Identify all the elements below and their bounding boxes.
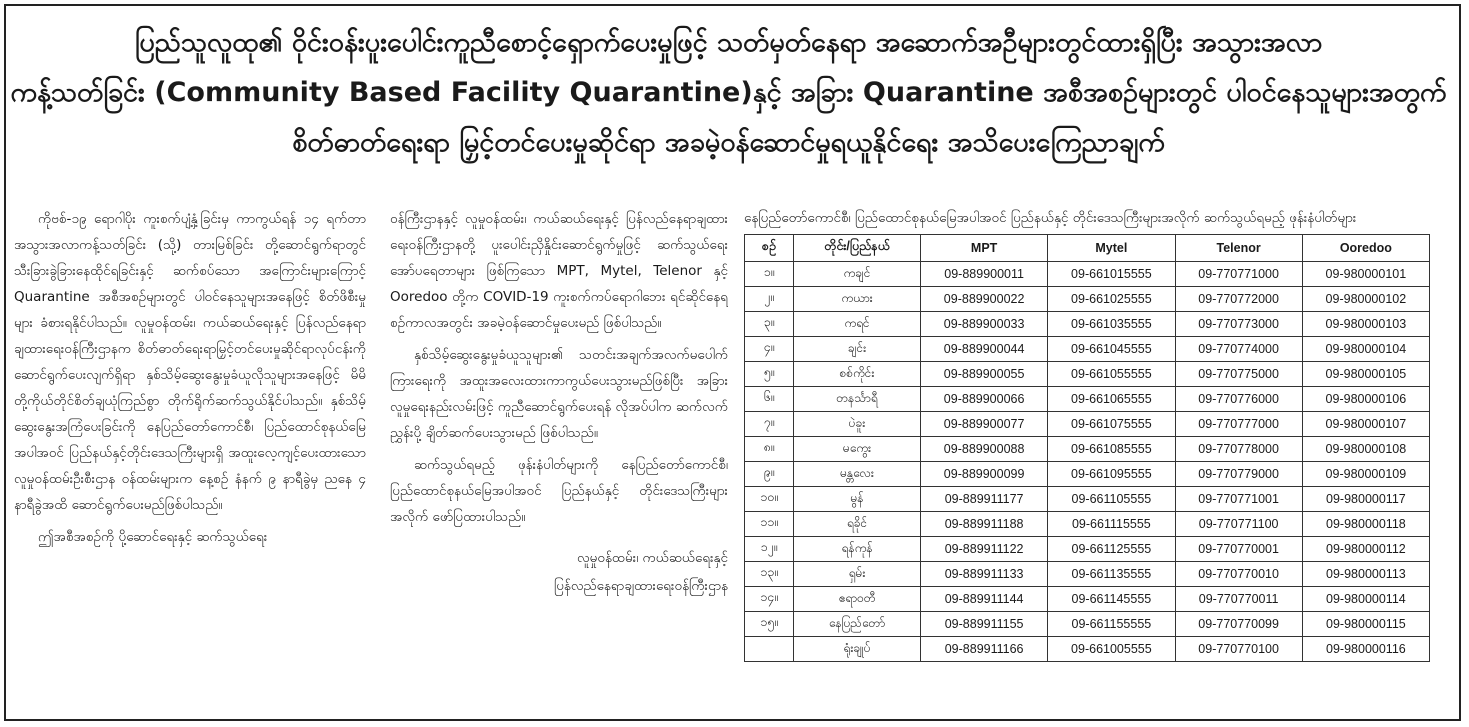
mpt-number: 09-889911177 bbox=[921, 487, 1048, 512]
table-row bbox=[745, 262, 1430, 287]
row-number: ၂။ bbox=[745, 287, 794, 312]
ooredoo-number: 09-980000101 bbox=[1302, 262, 1429, 287]
mytel-number: 09-661075555 bbox=[1048, 412, 1175, 437]
ooredoo-number: 09-980000114 bbox=[1302, 587, 1429, 612]
state-name: မန္တလေး bbox=[794, 462, 921, 487]
table-row bbox=[745, 462, 1430, 487]
row-number: ၁၄။ bbox=[745, 587, 794, 612]
ooredoo-number: 09-980000117 bbox=[1302, 487, 1429, 512]
signature-line: လူမှုဝန်ထမ်း၊ ကယ်ဆယ်ရေးနှင့် bbox=[577, 550, 728, 566]
table-row bbox=[745, 362, 1430, 387]
row-number: ၆။ bbox=[745, 387, 794, 412]
mpt-number: 09-889900011 bbox=[921, 262, 1048, 287]
ooredoo-number: 09-980000116 bbox=[1302, 637, 1429, 662]
paragraph: ကိုဗစ်-၁၉ ရောဂါပိုး ကူးစက်ပျံ့နှံ့ခြင်းမှ ကာကွယ်ရန် ၁၄ ရက်တာ အသွားအလာကန့်သတ်ခြင်း (သို့) တားမြစ်ခြင်း တို့ဆောင်ရွက်ရာတွင် သီးခြားခွဲခြားနေထိုင်ရခြင်းနှင့် ဆက်စပ်သော အကြောင်းများကြောင့် Quarantine အစီအစဉ်များတွင် ပါဝင်နေသူများအနေဖြင့် စိတ်ဖိစီးမှုများ ခံစားရနိုင်ပါသည်။ လူမှုဝန်ထမ်း၊ ကယ်ဆယ်ရေးနှင့် ပြန်လည်နေရာချထားရေးဝန်ကြီးဌာနက စိတ်ဓာတ်ရေးရာမြှင့်တင်ပေးမှုဆိုင်ရာလုပ်ငန်းကို ဆောင်ရွက်ပေးလျက်ရှိရာ နှစ်သိမ့်ဆွေးနွေးမှုခံယူလိုသူများအနေဖြင့် မိမိတို့ကိုယ်တိုင်စိတ်ချယုံကြည်စွာ တိုက်ရိုက်ဆက်သွယ်နိုင်ပါသည်။ နှစ်သိမ့်ဆွေးနွေးအကြံပေးခြင်းကို နေပြည်တော်ကောင်စီ၊ ပြည်ထောင်စုနယ်မြေအပါအဝင် ပြည်နယ်နှင့်တိုင်းဒေသကြီးများရှိ အထူးလေ့ကျင့်ပေးထားသော လူမှုဝန်ထမ်းဦးစီးဌာန ဝန်ထမ်းများက နေ့စဉ် နံနက် ၉ နာရီခွဲမှ ညနေ ၄ နာရီခွဲအထိ ဆောင်ရွက်ပေးမည်ဖြစ်ပါသည်။ bbox=[14, 211, 366, 513]
mytel-number: 09-661125555 bbox=[1048, 537, 1175, 562]
mpt-number: 09-889911166 bbox=[921, 637, 1048, 662]
mpt-number: 09-889900022 bbox=[921, 287, 1048, 312]
mpt-number: 09-889900055 bbox=[921, 362, 1048, 387]
telenor-number: 09-770770100 bbox=[1175, 637, 1302, 662]
state-name: ကယား bbox=[794, 287, 921, 312]
mytel-number: 09-661025555 bbox=[1048, 287, 1175, 312]
telenor-number: 09-770778000 bbox=[1175, 437, 1302, 462]
header-mpt: MPT bbox=[921, 235, 1048, 262]
mpt-number: 09-889911188 bbox=[921, 512, 1048, 537]
row-number: ၁။ bbox=[745, 262, 794, 287]
table-row bbox=[745, 487, 1430, 512]
state-name: နေပြည်တော် bbox=[794, 612, 921, 637]
row-number: ၁၃။ bbox=[745, 562, 794, 587]
row-number: ၁၀။ bbox=[745, 487, 794, 512]
title-line: စိတ်ဓာတ်ရေးရာ မြှင့်တင်ပေးမှုဆိုင်ရာ အခမဲ့ဝန်ဆောင်မှုရယူနိုင်ရေး အသိပေးကြေညာချက် bbox=[292, 127, 1165, 158]
ooredoo-number: 09-980000106 bbox=[1302, 387, 1429, 412]
telenor-number: 09-770774000 bbox=[1175, 337, 1302, 362]
state-name: ချင်း bbox=[794, 337, 921, 362]
table-row bbox=[745, 612, 1430, 637]
row-number: ၇။ bbox=[745, 412, 794, 437]
row-number: ၈။ bbox=[745, 437, 794, 462]
state-name: စစ်ကိုင်း bbox=[794, 362, 921, 387]
telenor-number: 09-770772000 bbox=[1175, 287, 1302, 312]
body-column-1 bbox=[14, 206, 366, 556]
row-number: ၁၅။ bbox=[745, 612, 794, 637]
table-row bbox=[745, 287, 1430, 312]
title-line: ကန့်သတ်ခြင်း (Community Based Facility Quarantine)နှင့် အခြား Quarantine အစီအစဉ်များတွင် ပါဝင်နေသူများအတွက် bbox=[10, 77, 1447, 108]
state-name: ရှမ်း bbox=[794, 562, 921, 587]
paragraph: ဆက်သွယ်ရမည့် ဖုန်းနံပါတ်များကို နေပြည်တော်ကောင်စီ၊ ပြည်ထောင်စုနယ်မြေအပါအဝင် ပြည်နယ်နှင့် တိုင်းဒေသကြီးများအလိုက် ဖော်ပြထားပါသည်။ bbox=[390, 457, 728, 525]
mpt-number: 09-889900088 bbox=[921, 437, 1048, 462]
header-mytel: Mytel bbox=[1048, 235, 1175, 262]
mpt-number: 09-889911155 bbox=[921, 612, 1048, 637]
table-row bbox=[745, 562, 1430, 587]
state-name: ကချင် bbox=[794, 262, 921, 287]
header-state: တိုင်း/ပြည်နယ် bbox=[794, 235, 921, 262]
mpt-number: 09-889911122 bbox=[921, 537, 1048, 562]
ooredoo-number: 09-980000104 bbox=[1302, 337, 1429, 362]
telenor-number: 09-770777000 bbox=[1175, 412, 1302, 437]
mytel-number: 09-661065555 bbox=[1048, 387, 1175, 412]
mytel-number: 09-661005555 bbox=[1048, 637, 1175, 662]
state-name: ရန်ကုန် bbox=[794, 537, 921, 562]
mytel-number: 09-661135555 bbox=[1048, 562, 1175, 587]
ooredoo-number: 09-980000105 bbox=[1302, 362, 1429, 387]
row-number bbox=[745, 637, 794, 662]
row-number: ၁၂။ bbox=[745, 537, 794, 562]
mpt-number: 09-889911144 bbox=[921, 587, 1048, 612]
ooredoo-number: 09-980000108 bbox=[1302, 437, 1429, 462]
telenor-number: 09-770770010 bbox=[1175, 562, 1302, 587]
mytel-number: 09-661095555 bbox=[1048, 462, 1175, 487]
mytel-number: 09-661105555 bbox=[1048, 487, 1175, 512]
ooredoo-number: 09-980000118 bbox=[1302, 512, 1429, 537]
notice-title bbox=[10, 18, 1447, 168]
telenor-number: 09-770771000 bbox=[1175, 262, 1302, 287]
mpt-number: 09-889900077 bbox=[921, 412, 1048, 437]
mpt-number: 09-889900044 bbox=[921, 337, 1048, 362]
mytel-number: 09-661035555 bbox=[1048, 312, 1175, 337]
row-number: ၃။ bbox=[745, 312, 794, 337]
telenor-number: 09-770770011 bbox=[1175, 587, 1302, 612]
state-name: တနင်္သာရီ bbox=[794, 387, 921, 412]
telenor-number: 09-770779000 bbox=[1175, 462, 1302, 487]
ministry-signature bbox=[390, 544, 728, 600]
mpt-number: 09-889900066 bbox=[921, 387, 1048, 412]
mpt-number: 09-889900033 bbox=[921, 312, 1048, 337]
state-name: ရုံးချုပ် bbox=[794, 637, 921, 662]
signature-line: ပြန်လည်နေရာချထားရေးဝန်ကြီးဌာန bbox=[553, 578, 728, 594]
table-row bbox=[745, 437, 1430, 462]
state-name: မွန် bbox=[794, 487, 921, 512]
ooredoo-number: 09-980000102 bbox=[1302, 287, 1429, 312]
table-row bbox=[745, 387, 1430, 412]
mytel-number: 09-661085555 bbox=[1048, 437, 1175, 462]
table-row bbox=[745, 637, 1430, 662]
row-number: ၉။ bbox=[745, 462, 794, 487]
ooredoo-number: 09-980000113 bbox=[1302, 562, 1429, 587]
mytel-number: 09-661055555 bbox=[1048, 362, 1175, 387]
table-row bbox=[745, 512, 1430, 537]
ooredoo-number: 09-980000103 bbox=[1302, 312, 1429, 337]
table-row bbox=[745, 537, 1430, 562]
ooredoo-number: 09-980000107 bbox=[1302, 412, 1429, 437]
body-column-2 bbox=[390, 206, 728, 600]
mytel-number: 09-661115555 bbox=[1048, 512, 1175, 537]
mytel-number: 09-661015555 bbox=[1048, 262, 1175, 287]
paragraph: ဝန်ကြီးဌာနနှင့် လူမှုဝန်ထမ်း၊ ကယ်ဆယ်ရေးနှင့် ပြန်လည်နေရာချထားရေးဝန်ကြီးဌာနတို့ ပူးပေါင်းညှိနှိုင်းဆောင်ရွက်မှုဖြင့် ဆက်သွယ်ရေးအော်ပရေတာများ ဖြစ်ကြသော MPT, Mytel, Telenor နှင့် Ooredoo တို့က COVID-19 ကူးစက်ကပ်ရောဂါဘေး ရင်ဆိုင်နေရစဉ်ကာလအတွင်း အခမဲ့ဝန်ဆောင်မှုပေးမည် ဖြစ်ပါသည်။ bbox=[390, 211, 728, 331]
table-heading: နေပြည်တော်ကောင်စီ၊ ပြည်ထောင်စုနယ်မြေအပါအဝင် ပြည်နယ်နှင့် တိုင်းဒေသကြီးများအလိုက် ဆက်သွယ်ရမည့် ဖုန်းနံပါတ်များ bbox=[744, 210, 1357, 226]
header-no: စဉ် bbox=[745, 235, 794, 262]
mytel-number: 09-661155555 bbox=[1048, 612, 1175, 637]
telenor-number: 09-770771100 bbox=[1175, 512, 1302, 537]
table-row bbox=[745, 587, 1430, 612]
state-name: ပဲခူး bbox=[794, 412, 921, 437]
telenor-number: 09-770771001 bbox=[1175, 487, 1302, 512]
ooredoo-number: 09-980000115 bbox=[1302, 612, 1429, 637]
paragraph: နှစ်သိမ့်ဆွေးနွေးမှုခံယူသူများ၏ သတင်းအချက်အလက်မပေါက်ကြားရေးကို အထူးအလေးထားကာကွယ်ပေးသွားမည်ဖြစ်ပြီး အခြားလူမှုရေးနည်းလမ်းဖြင့် ကူညီဆောင်ရွက်ပေးရန် လိုအပ်ပါက ဆက်လက်ညွှန်းပို့ ချိတ်ဆက်ပေးသွားမည် ဖြစ်ပါသည်။ bbox=[390, 347, 728, 441]
row-number: ၄။ bbox=[745, 337, 794, 362]
telenor-number: 09-770773000 bbox=[1175, 312, 1302, 337]
mpt-number: 09-889900099 bbox=[921, 462, 1048, 487]
mytel-number: 09-661045555 bbox=[1048, 337, 1175, 362]
telenor-number: 09-770770001 bbox=[1175, 537, 1302, 562]
header-telenor: Telenor bbox=[1175, 235, 1302, 262]
telenor-number: 09-770776000 bbox=[1175, 387, 1302, 412]
row-number: ၅။ bbox=[745, 362, 794, 387]
table-row bbox=[745, 312, 1430, 337]
state-name: ဧရာဝတီ bbox=[794, 587, 921, 612]
mytel-number: 09-661145555 bbox=[1048, 587, 1175, 612]
phone-table bbox=[744, 234, 1430, 662]
table-header-row bbox=[745, 235, 1430, 262]
telenor-number: 09-770770099 bbox=[1175, 612, 1302, 637]
title-line: ပြည်သူလူထု၏ ဝိုင်းဝန်းပူးပေါင်းကူညီစောင့်ရှောက်ပေးမှုဖြင့် သတ်မှတ်နေရာ အဆောက်အဦများတွင်ထားရှိပြီး အသွားအလာ bbox=[134, 27, 1323, 58]
table-row bbox=[745, 412, 1430, 437]
mpt-number: 09-889911133 bbox=[921, 562, 1048, 587]
ooredoo-number: 09-980000112 bbox=[1302, 537, 1429, 562]
row-number: ၁၁။ bbox=[745, 512, 794, 537]
table-row bbox=[745, 337, 1430, 362]
state-name: ရခိုင် bbox=[794, 512, 921, 537]
paragraph: ဤအစီအစဉ်ကို ပို့ဆောင်ရေးနှင့် ဆက်သွယ်ရေး bbox=[38, 529, 268, 545]
telenor-number: 09-770775000 bbox=[1175, 362, 1302, 387]
state-name: မကွေး bbox=[794, 437, 921, 462]
header-ooredoo: Ooredoo bbox=[1302, 235, 1429, 262]
state-name: ကရင် bbox=[794, 312, 921, 337]
phone-directory bbox=[744, 206, 1434, 662]
ooredoo-number: 09-980000109 bbox=[1302, 462, 1429, 487]
